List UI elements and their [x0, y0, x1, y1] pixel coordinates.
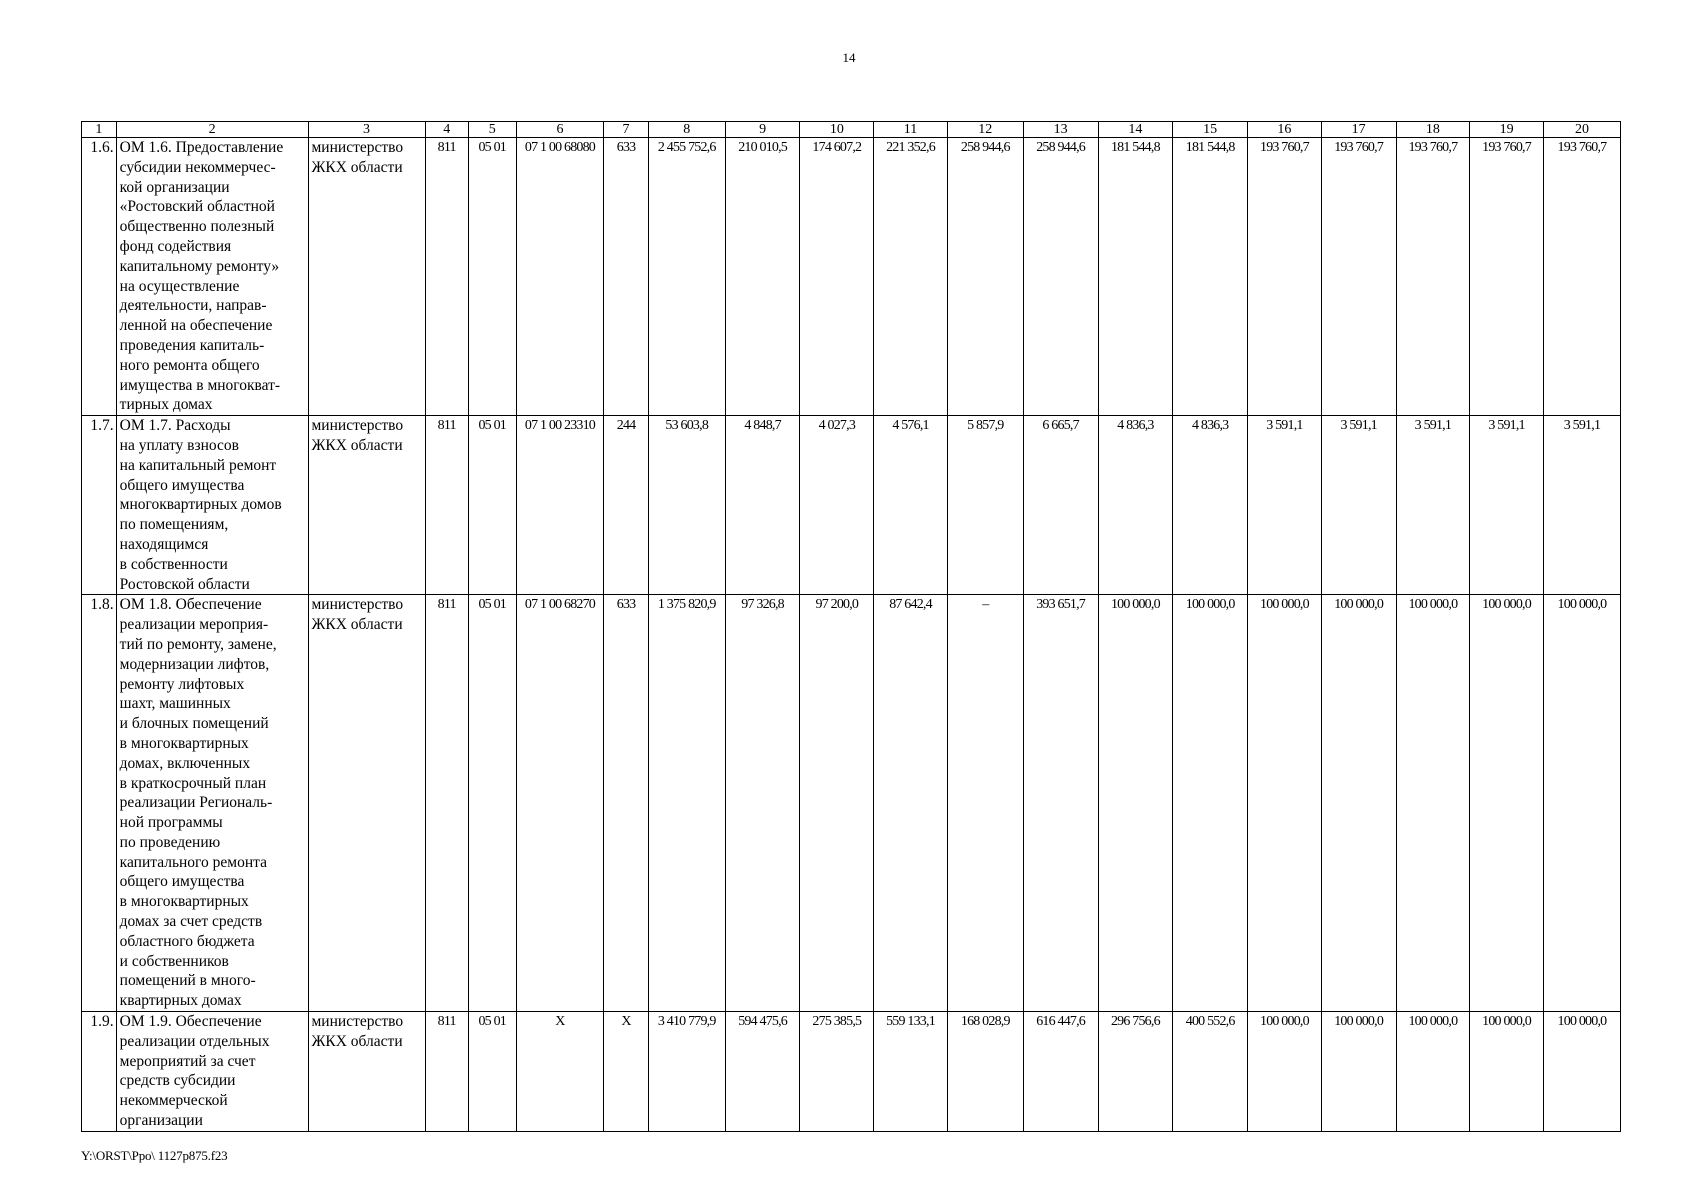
description-line: в краткосрочный план — [119, 774, 267, 792]
column-header: 16 — [1248, 122, 1322, 138]
description-line: проведения капиталь- — [119, 336, 265, 354]
amount-cell: 181 544,8 — [1173, 138, 1248, 416]
expense-type-code: 633 — [604, 138, 648, 416]
grbs-code: 811 — [425, 138, 468, 416]
amount-cell: 100 000,0 — [1396, 595, 1470, 1012]
column-header: 2 — [116, 122, 308, 138]
executor-line: министерство — [311, 139, 404, 156]
amount-cell: 3 591,1 — [1470, 416, 1544, 595]
amount-cell: 97 326,8 — [725, 595, 800, 1012]
target-article-code: 07 1 00 68270 — [516, 595, 604, 1012]
row-index: 1.6. — [82, 138, 117, 416]
column-header: 5 — [468, 122, 516, 138]
description-line: на уплату взносов — [119, 436, 239, 454]
amount-cell: 393 651,7 — [1023, 595, 1098, 1012]
footer-file-path: Y:\ORST\Ppo\ 1127p875.f23 — [81, 1148, 228, 1163]
amount-cell: 4 848,7 — [725, 416, 800, 595]
amount-cell: 6 665,7 — [1023, 416, 1098, 595]
budget-table — [81, 121, 1621, 1132]
description-line: квартирных домах — [119, 992, 242, 1010]
description-line: ленной на обеспечение — [119, 317, 273, 335]
executor-line: ЖКХ области — [311, 1032, 403, 1050]
amount-cell: 97 200,0 — [800, 595, 874, 1012]
amount-cell: 87 642,4 — [874, 595, 948, 1012]
description-line: общего имущества — [119, 873, 245, 891]
description-line: домах за счет средств — [119, 913, 263, 931]
description-line: «Ростовский областной — [119, 198, 275, 216]
description-line: шахт, машинных — [119, 695, 231, 713]
amount-cell: 193 760,7 — [1470, 138, 1544, 416]
amount-cell: 193 760,7 — [1396, 138, 1470, 416]
expense-type-code: Х — [604, 1012, 648, 1132]
amount-cell: 5 857,9 — [947, 416, 1023, 595]
description-line: многоквартирных домов — [119, 496, 282, 514]
description-line: капитальному ремонту» — [119, 257, 280, 275]
target-article-code: Х — [516, 1012, 604, 1132]
executor-line: министерство — [311, 1013, 404, 1031]
description-line: общего имущества — [119, 476, 245, 494]
amount-cell: 616 447,6 — [1023, 1012, 1098, 1132]
description-line: и собственников — [119, 952, 229, 970]
executor-line: ЖКХ области — [311, 436, 403, 454]
amount-cell: 100 000,0 — [1321, 595, 1396, 1012]
column-header: 1 — [82, 122, 117, 138]
row-index: 1.9. — [82, 1012, 117, 1132]
amount-cell: 100 000,0 — [1543, 1012, 1620, 1132]
description-line: общественно полезный — [119, 218, 275, 236]
column-header: 9 — [725, 122, 800, 138]
section-code: 05 01 — [468, 595, 516, 1012]
responsible-executor — [308, 138, 425, 416]
amount-cell: 3 591,1 — [1543, 416, 1620, 595]
target-article-code: 07 1 00 68080 — [516, 138, 604, 416]
amount-cell: 193 760,7 — [1321, 138, 1396, 416]
executor-line: министерство — [311, 417, 404, 435]
table-row — [82, 595, 1621, 1012]
section-code: 05 01 — [468, 1012, 516, 1132]
responsible-executor — [308, 595, 425, 1012]
description-line: в многоквартирных — [119, 893, 249, 911]
executor-line: министерство — [311, 596, 404, 614]
column-header: 7 — [604, 122, 648, 138]
table-row — [82, 138, 1621, 416]
amount-cell: 258 944,6 — [1023, 138, 1098, 416]
description-line: в собственности — [119, 555, 228, 573]
column-header: 12 — [947, 122, 1023, 138]
description-line: капитального ремонта — [119, 853, 267, 871]
amount-cell: 53 603,8 — [648, 416, 725, 595]
amount-cell: 4 027,3 — [800, 416, 874, 595]
description-line: по проведению — [119, 833, 221, 851]
description-line: тий по ремонту, замене, — [119, 635, 277, 653]
description-line: ОМ 1.7. Расходы — [119, 417, 231, 435]
target-article-code: 07 1 00 23310 — [516, 416, 604, 595]
description-line: кой организации — [119, 178, 230, 196]
description-line: ной программы — [119, 814, 223, 832]
description-line: на осуществление — [119, 277, 240, 295]
description-line: по помещениям, — [119, 516, 229, 534]
column-header: 14 — [1098, 122, 1173, 138]
measure-description — [116, 595, 308, 1012]
amount-cell: 193 760,7 — [1543, 138, 1620, 416]
grbs-code: 811 — [425, 1012, 468, 1132]
amount-cell: 174 607,2 — [800, 138, 874, 416]
amount-cell: 3 591,1 — [1248, 416, 1322, 595]
amount-cell: 3 410 779,9 — [648, 1012, 725, 1132]
expense-type-code: 633 — [604, 595, 648, 1012]
description-line: домах, включенных — [119, 754, 251, 772]
description-line: ОМ 1.9. Обеспечение — [119, 1013, 262, 1031]
description-line: в многоквартирных — [119, 734, 249, 752]
amount-cell: 100 000,0 — [1173, 595, 1248, 1012]
description-line: модернизации лифтов, — [119, 655, 270, 673]
description-line: фонд содействия — [119, 237, 232, 255]
description-line: средств субсидии — [119, 1072, 236, 1090]
amount-cell: 4 836,3 — [1173, 416, 1248, 595]
amount-cell: 193 760,7 — [1248, 138, 1322, 416]
column-header: 6 — [516, 122, 604, 138]
column-header: 3 — [308, 122, 425, 138]
amount-cell: 100 000,0 — [1396, 1012, 1470, 1132]
amount-cell: 221 352,6 — [874, 138, 948, 416]
description-line: и блочных помещений — [119, 715, 269, 733]
description-line: субсидии некоммерчес- — [119, 158, 276, 176]
grbs-code: 811 — [425, 595, 468, 1012]
expense-type-code: 244 — [604, 416, 648, 595]
grbs-code: 811 — [425, 416, 468, 595]
amount-cell: 2 455 752,6 — [648, 138, 725, 416]
description-line: реализации Региональ- — [119, 794, 273, 812]
header-row — [82, 122, 1621, 138]
amount-cell: 1 375 820,9 — [648, 595, 725, 1012]
page-number: 14 — [842, 50, 856, 65]
amount-cell: 296 756,6 — [1098, 1012, 1173, 1132]
row-index: 1.8. — [82, 595, 117, 1012]
amount-cell: 275 385,5 — [800, 1012, 874, 1132]
description-line: имущества в многокват- — [119, 376, 281, 394]
description-line: областного бюджета — [119, 932, 255, 950]
table-row — [82, 416, 1621, 595]
column-header: 17 — [1321, 122, 1396, 138]
amount-cell: 3 591,1 — [1396, 416, 1470, 595]
amount-cell: 400 552,6 — [1173, 1012, 1248, 1132]
amount-cell: 559 133,1 — [874, 1012, 948, 1132]
amount-cell: 210 010,5 — [725, 138, 800, 416]
description-line: организации — [119, 1112, 203, 1130]
description-line: некоммерческой — [119, 1092, 228, 1110]
amount-cell: 4 836,3 — [1098, 416, 1173, 595]
row-index: 1.7. — [82, 416, 117, 595]
description-line: реализации мероприя- — [119, 616, 269, 634]
description-line: на капитальный ремонт — [119, 456, 277, 474]
column-header: 20 — [1543, 122, 1620, 138]
amount-cell: 100 000,0 — [1098, 595, 1173, 1012]
description-line: реализации отдельных — [119, 1032, 270, 1050]
executor-line: ЖКХ области — [311, 616, 403, 634]
responsible-executor — [308, 416, 425, 595]
column-header: 4 — [425, 122, 468, 138]
table-row — [82, 1012, 1621, 1132]
amount-cell: 181 544,8 — [1098, 138, 1173, 416]
description-line: ОМ 1.8. Обеспечение — [119, 596, 262, 614]
section-code: 05 01 — [468, 138, 516, 416]
measure-description — [116, 1012, 308, 1132]
description-line: ОМ 1.6. Предоставление — [119, 139, 284, 156]
column-header: 19 — [1470, 122, 1544, 138]
responsible-executor — [308, 1012, 425, 1132]
amount-cell: 4 576,1 — [874, 416, 948, 595]
amount-cell: 100 000,0 — [1543, 595, 1620, 1012]
amount-cell: 258 944,6 — [947, 138, 1023, 416]
section-code: 05 01 — [468, 416, 516, 595]
description-line: помещений в много- — [119, 972, 256, 990]
description-line: ного ремонта общего — [119, 356, 260, 374]
column-header: 8 — [648, 122, 725, 138]
column-header: 15 — [1173, 122, 1248, 138]
description-line: тирных домах — [119, 396, 213, 414]
executor-line: ЖКХ области — [311, 158, 403, 176]
amount-cell: 3 591,1 — [1321, 416, 1396, 595]
amount-cell: 100 000,0 — [1248, 1012, 1322, 1132]
amount-cell: 100 000,0 — [1248, 595, 1322, 1012]
amount-cell: 594 475,6 — [725, 1012, 800, 1132]
amount-cell: 100 000,0 — [1470, 1012, 1544, 1132]
column-header: 13 — [1023, 122, 1098, 138]
description-line: мероприятий за счет — [119, 1052, 256, 1070]
description-line: ремонту лифтовых — [119, 675, 245, 693]
measure-description — [116, 416, 308, 595]
column-header: 11 — [874, 122, 948, 138]
description-line: Ростовской области — [119, 575, 250, 593]
amount-cell: – — [947, 595, 1023, 1012]
description-line: находящимся — [119, 535, 209, 553]
column-header: 10 — [800, 122, 874, 138]
amount-cell: 100 000,0 — [1321, 1012, 1396, 1132]
description-line: деятельности, направ- — [119, 297, 267, 315]
measure-description — [116, 138, 308, 416]
amount-cell: 100 000,0 — [1470, 595, 1544, 1012]
amount-cell: 168 028,9 — [947, 1012, 1023, 1132]
column-header: 18 — [1396, 122, 1470, 138]
